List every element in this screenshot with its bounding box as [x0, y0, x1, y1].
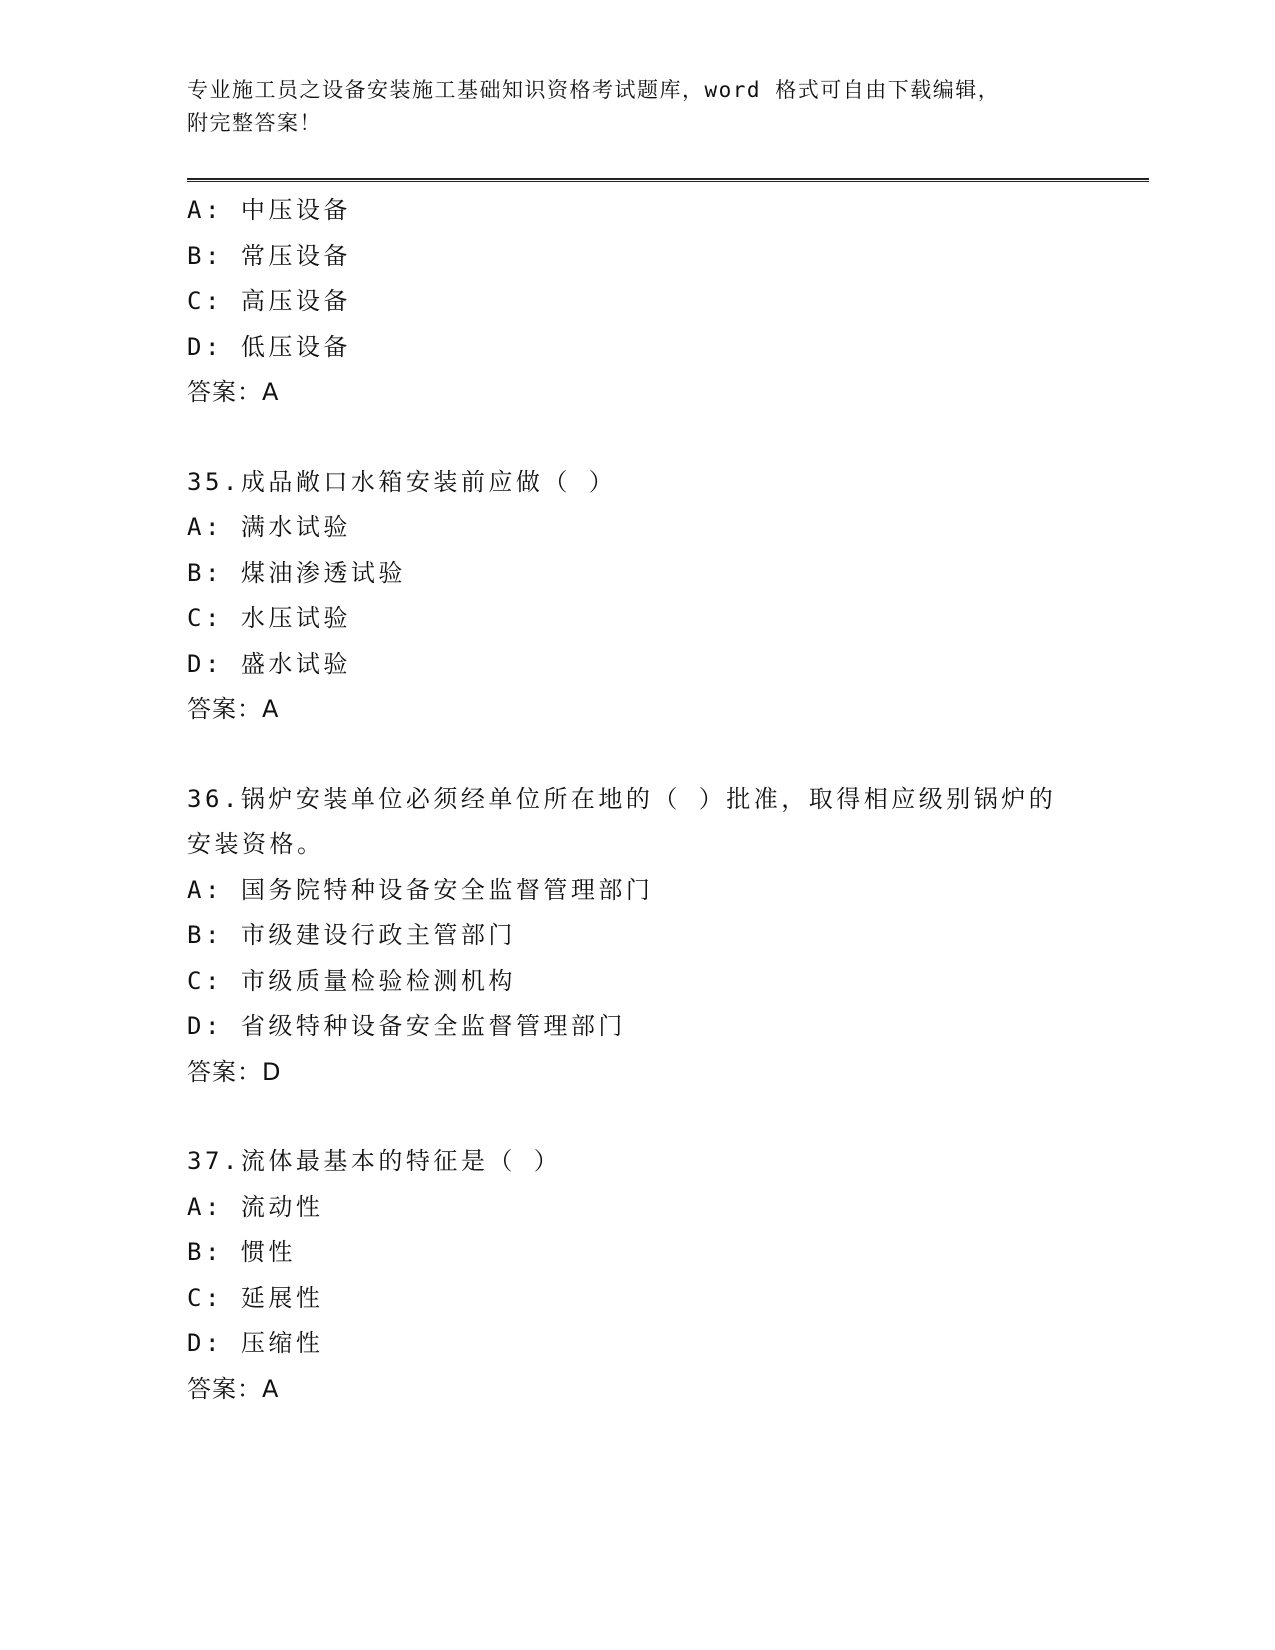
option-a: A: 满水试验: [187, 513, 351, 541]
option-d: D: 省级特种设备安全监督管理部门: [187, 1012, 626, 1040]
document-header: [187, 74, 1107, 140]
answer: 答案：D: [187, 1057, 282, 1086]
option-b: B: 常压设备: [187, 241, 351, 270]
question-stem: 36.锅炉安装单位必须经单位所在地的（ ）批准，取得相应级别锅炉的安装资格。: [187, 784, 1057, 858]
question-stem: 35.成品敞口水箱安装前应做（ ）: [187, 467, 617, 496]
question-37: [187, 1139, 1087, 1412]
question-list: [187, 188, 1087, 1412]
answer: 答案：A: [187, 1374, 280, 1403]
option-b: B: 煤油渗透试验: [187, 558, 406, 587]
option-c: C: 水压试验: [187, 604, 351, 632]
header-line-2: 附完整答案！: [187, 111, 322, 135]
answer: 答案：A: [187, 695, 280, 723]
header-divider: [187, 178, 1149, 182]
option-b: B: 市级建设行政主管部门: [187, 921, 516, 949]
option-a: A: 流动性: [187, 1192, 324, 1221]
question-35: [187, 460, 1087, 733]
option-c: C: 市级质量检验检测机构: [187, 966, 516, 995]
option-a: A: 中压设备: [187, 196, 351, 224]
question-stem: 37.流体最基本的特征是（ ）: [187, 1147, 562, 1175]
header-line-1: 专业施工员之设备安装施工基础知识资格考试题库，word 格式可自由下载编辑，: [187, 78, 1001, 102]
option-d: D: 压缩性: [187, 1329, 324, 1357]
answer: 答案：A: [187, 378, 280, 406]
option-b: B: 惯性: [187, 1238, 296, 1266]
option-d: D: 盛水试验: [187, 649, 351, 678]
option-c: C: 高压设备: [187, 287, 351, 315]
option-d: D: 低压设备: [187, 332, 351, 361]
question-36: [187, 777, 1087, 1096]
option-a: A: 国务院特种设备安全监督管理部门: [187, 875, 654, 904]
option-c: C: 延展性: [187, 1283, 324, 1312]
question-fragment: [187, 188, 1087, 416]
